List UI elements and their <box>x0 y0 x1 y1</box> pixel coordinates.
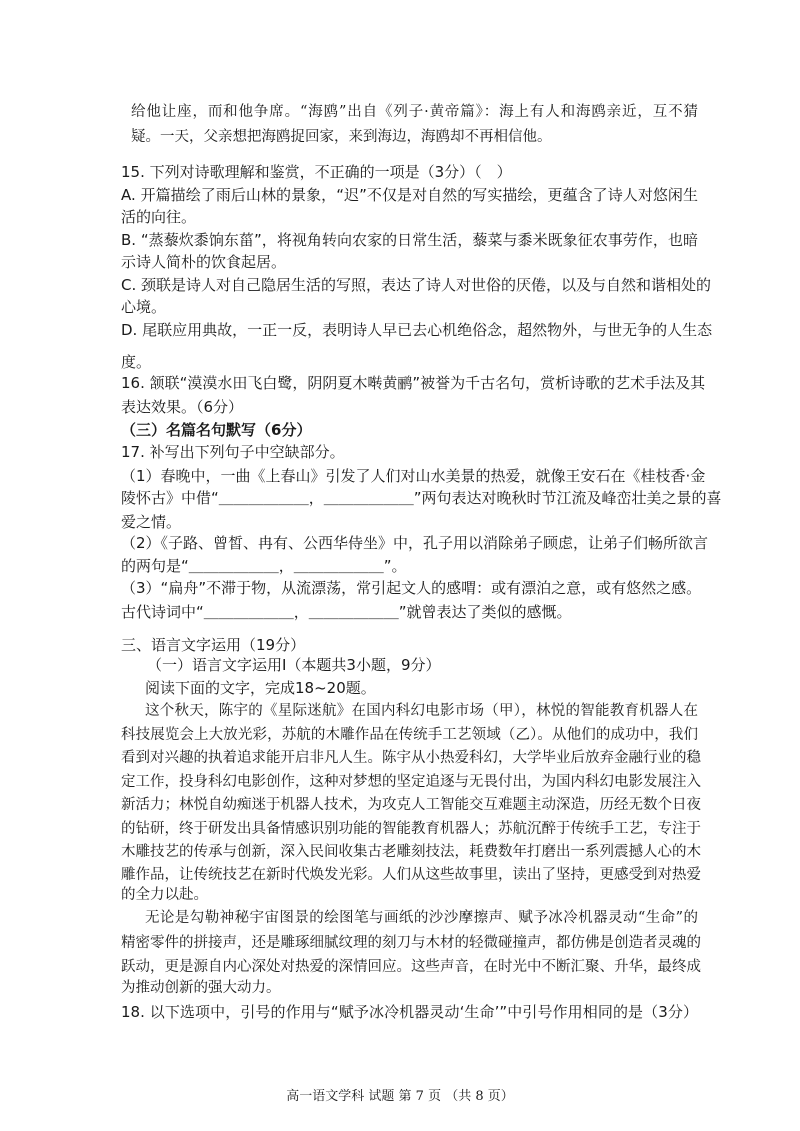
text-line: 新活力；林悦自幼痴迷于机器人技术，为攻克人工智能交互难题主动深造，历经无数个日夜 <box>121 797 701 813</box>
text-line: 古代诗词中“＿＿＿＿＿＿，＿＿＿＿＿＿”就曾表达了类似的感慨。 <box>121 603 572 621</box>
text-line: 这个秋天，陈宇的《星际迷航》在国内科幻电影市场（甲），林悦的智能教育机器人在 <box>145 703 698 719</box>
text-line: 为推动创新的强大动力。 <box>121 980 281 996</box>
text-line: 示诗人简朴的饮食起居。 <box>121 253 287 271</box>
text-line: 给他让座，而和他争席。“海鸥”出自《列子·黄帝篇》：海上有人和海鸥亲近，互不猜 <box>131 104 698 120</box>
text-line: 活的向往。 <box>121 208 197 226</box>
text-line: 的全力以赴。 <box>121 887 208 903</box>
text-line: 看到对兴趣的执着追求能开启非凡人生。陈宇从小热爱科幻，大学毕业后放弃金融行业的稳 <box>121 750 701 766</box>
text-line: 雕作品，让传统技艺在新时代焕发光彩。人们从这些故事里，读出了坚持，更感受到对热爱 <box>121 867 701 883</box>
section-heading: 三、语言文字运用（19分） <box>121 636 306 654</box>
text-line: 阅读下面的文字，完成18~20题。 <box>145 679 376 697</box>
text-line: （3）“扁舟”不滞于物，从流漂荡，常引起文人的感喟：或有漂泊之意，或有悠然之感。 <box>121 579 702 597</box>
text-line: C. 颈联是诗人对自己隐居生活的写照，表达了诗人对世俗的厌倦，以及与自然和谐相处的 <box>121 276 712 294</box>
text-line: 15. 下列对诗歌理解和鉴赏，不正确的一项是（3分）（ ） <box>121 163 512 181</box>
text-line: （1）春晚中，一曲《上春山》引发了人们对山水美景的热爱，就像王安石在《桂枝香·金 <box>121 467 706 485</box>
text-line: 表达效果。（6分） <box>121 398 244 416</box>
text-line: 的钻研，终于研发出具备情感识别功能的智能教育机器人；苏航沉醉于传统手工艺，专注于 <box>121 821 701 837</box>
text-line: 定工作，投身科幻电影创作，这种对梦想的坚定追逐与无畏付出，为国内科幻电影发展注入 <box>121 774 701 790</box>
text-line: 心境。 <box>121 298 167 316</box>
text-line: （2）《子路、曾皙、冉有、公西华侍坐》中，孔子用以消除弟子顾虑，让弟子们畅所欲言 <box>121 534 709 552</box>
text-line: B. “蒸藜炊黍饷东菑”，将视角转向农家的日常生活，藜菜与黍米既象征农事劳作，也暗 <box>121 231 698 249</box>
text-line: 科技展览会上大放光彩，苏航的木雕作品在传统手工艺领域（乙）。从他们的成功中，我们 <box>121 727 698 743</box>
text-line: 的两句是“＿＿＿＿＿＿，＿＿＿＿＿＿”。 <box>121 557 407 575</box>
text-line: 跃动，更是源自内心深处对热爱的深情回应。这些声音，在时光中不断汇聚、升华，最终成 <box>121 959 701 975</box>
text-line: 疑。一天，父亲想把海鸥捉回家，来到海边，海鸥却不再相信他。 <box>131 129 552 145</box>
text-line: 17. 补写出下列句子中空缺部分。 <box>121 443 345 461</box>
page-footer: 高一语文学科 试题 第 7 页 （共 8 页） <box>286 1089 514 1104</box>
text-line: A. 开篇描绘了雨后山林的景象，“迟”不仅是对自然的写实描绘，更蕴含了诗人对悠闲生 <box>121 186 698 204</box>
text-line: 18. 以下选项中，引号的作用与“赋予冰冷机器灵动‘生命’”中引号作用相同的是（3分） <box>121 1003 698 1021</box>
text-line: 度。 <box>121 353 152 371</box>
text-line: 爱之情。 <box>121 513 182 531</box>
text-line: D. 尾联应用典故，一正一反，表明诗人早已去心机绝俗念，超然物外，与世无争的人生态 <box>121 321 713 339</box>
text-line: 陵怀古》中借“＿＿＿＿＿＿，＿＿＿＿＿＿”两句表达对晚秋时节江流及峰峦壮美之景的喜 <box>121 489 722 507</box>
text-line: 16. 颔联“漠漠水田飞白鹭，阴阴夏木啭黄鹂”被誉为千古名句，赏析诗歌的艺术手法及其 <box>121 374 706 392</box>
text-line: 无论是勾勒神秘宇宙图景的绘图笔与画纸的沙沙摩擦声、赋予冰冷机器灵动“生命”的 <box>145 910 698 926</box>
text-line: 木雕技艺的传承与创新，深入民间收集古老雕刻技法，耗费数年打磨出一系列震撼人心的木 <box>121 844 701 860</box>
section-heading: （三）名篇名句默写（6分） <box>121 421 312 439</box>
text-line: 精密零件的拼接声，还是雕琢细腻纹理的刻刀与木材的轻微碰撞声，都仿佛是创造者灵魂的 <box>121 935 701 951</box>
section-heading: （一）语言文字运用Ⅰ（本题共3小题，9分） <box>147 656 441 674</box>
